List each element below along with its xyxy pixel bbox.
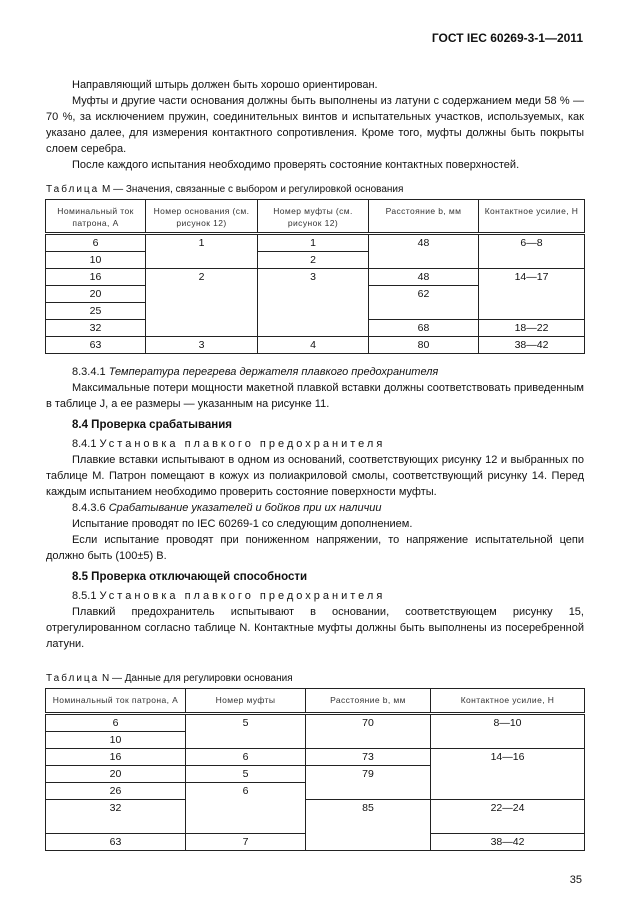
- caption-prefix: Таблица: [46, 673, 100, 684]
- col-header: Номер муфты (см. рисунок 12): [258, 200, 369, 234]
- subsection-heading: [46, 436, 584, 452]
- cell: 2: [146, 269, 258, 337]
- cell: 70: [306, 714, 431, 749]
- cell: 2: [258, 252, 369, 269]
- cell: 38—42: [431, 834, 585, 851]
- table-m: [45, 199, 585, 354]
- section-title: Температура перегрева держателя плавкого предохранителя: [108, 366, 439, 378]
- table-row: [46, 749, 585, 766]
- cell: 68: [369, 320, 479, 337]
- cell: 14—16: [431, 749, 585, 800]
- cell: 18—22: [479, 320, 585, 337]
- cell: 6—8: [479, 234, 585, 269]
- cell: 5: [186, 714, 306, 749]
- paragraph: Направляющий штырь должен быть хорошо ориентирован.: [72, 79, 378, 91]
- col-header: Контактное усилие, Н: [479, 200, 585, 234]
- cell: 63: [46, 337, 146, 354]
- cell: 62: [369, 286, 479, 320]
- col-header: Расстояние b, мм: [306, 689, 431, 714]
- cell: 8—10: [431, 714, 585, 749]
- cell: 22—24: [431, 800, 585, 834]
- cell: 3: [258, 269, 369, 337]
- cell: 4: [258, 337, 369, 354]
- col-header: Расстояние b, мм: [369, 200, 479, 234]
- paragraph: Плавкий предохранитель испытывают в основании, соответствующем рисунку 15, отрегулированном согласно таблице N. Контактные муфты должны быть выполнены из посеребренной латуни.: [46, 606, 584, 650]
- paragraph: После каждого испытания необходимо проверять состояние контактных поверхностей.: [72, 159, 520, 171]
- section-heading: 8.5 Проверка отключающей способности: [72, 571, 308, 583]
- cell: 48: [369, 234, 479, 269]
- table-row: [46, 337, 585, 354]
- section-number: 8.5.1: [72, 590, 100, 602]
- cell: 32: [46, 800, 186, 834]
- cell: 63: [46, 834, 186, 851]
- paragraph: Максимальные потери мощности макетной плавкой вставки должны соответствовать приведенным в таблице J, а ее размеры — указанным на рисунке 11.: [46, 382, 584, 410]
- table-n: [45, 688, 585, 851]
- table-row: [46, 234, 585, 252]
- cell: 38—42: [479, 337, 585, 354]
- subsection-heading: [46, 364, 584, 380]
- paragraph: Испытание проводят по IEC 60269-1 со следующим дополнением.: [72, 518, 413, 530]
- cell: 20: [46, 766, 186, 783]
- cell: 20: [46, 286, 146, 303]
- cell: 6: [46, 714, 186, 732]
- cell: 6: [186, 783, 306, 834]
- section-title: Срабатывание указателей и бойков при их наличии: [108, 502, 382, 514]
- cell: 5: [186, 766, 306, 783]
- cell: 79: [306, 766, 431, 800]
- paragraph: Муфты и другие части основания должны быть выполнены из латуни с содержанием меди 58 % — 70 %, за исключением пружин, соединительных винтов и испытательных участков, используемых, как указано далее, для измерения контактного сопротивления. Кроме того, муфты должны быть покрыты слоем серебра.: [46, 95, 584, 155]
- col-header: Номер основания (см. рисунок 12): [146, 200, 258, 234]
- cell: 85: [306, 800, 431, 851]
- cell: 16: [46, 269, 146, 286]
- cell: 26: [46, 783, 186, 800]
- caption-text: N — Данные для регулировки основания: [99, 673, 293, 684]
- section-number: 8.3.4.1: [72, 366, 109, 378]
- section-title: Установка плавкого предохранителя: [99, 590, 386, 602]
- cell: 73: [306, 749, 431, 766]
- subsection-heading: [46, 500, 584, 516]
- col-header: Номер муфты: [186, 689, 306, 714]
- cell: 80: [369, 337, 479, 354]
- table-row: [46, 269, 585, 286]
- sections-text: [46, 364, 584, 652]
- cell: 25: [46, 303, 146, 320]
- cell: 1: [258, 234, 369, 252]
- table-row: [46, 714, 585, 732]
- cell: 14—17: [479, 269, 585, 320]
- cell: 1: [146, 234, 258, 269]
- document-header: ГОСТ IEC 60269-3-1—2011: [431, 31, 583, 45]
- col-header: Контактное усилие, Н: [431, 689, 585, 714]
- paragraph: Если испытание проводят при пониженном напряжении, то напряжение испытательной цепи должно быть (100±5) В.: [46, 534, 584, 562]
- intro-text: [46, 77, 584, 173]
- subsection-heading: [46, 588, 584, 604]
- section-title: Установка плавкого предохранителя: [99, 438, 386, 450]
- section-number: 8.4.3.6: [72, 502, 109, 514]
- cell: 48: [369, 269, 479, 286]
- cell: 3: [146, 337, 258, 354]
- paragraph: Плавкие вставки испытывают в одном из оснований, соответствующих рисунку 12 и выбранных по таблице М. Патрон помещают в кожух из полиакриловой смолы, соответствующий рисунку 14. Перед каждым испытанием необходимо проверить состояние поверхности муфты.: [46, 454, 584, 498]
- cell: 16: [46, 749, 186, 766]
- cell: 6: [46, 234, 146, 252]
- section-heading: 8.4 Проверка срабатывания: [72, 419, 232, 431]
- table-n-caption: [46, 672, 584, 685]
- cell: 10: [46, 252, 146, 269]
- section-number: 8.4.1: [72, 438, 100, 450]
- col-header: Номинальный ток патрона, А: [46, 689, 186, 714]
- cell: 7: [186, 834, 306, 851]
- caption-text: M — Значения, связанные с выбором и регулировкой основания: [99, 184, 404, 195]
- cell: 6: [186, 749, 306, 766]
- table-m-caption: [46, 183, 584, 196]
- cell: 10: [46, 732, 186, 749]
- caption-prefix: Таблица: [46, 184, 100, 195]
- col-header: Номинальный ток патрона, А: [46, 200, 146, 234]
- cell: 32: [46, 320, 146, 337]
- table-row: [46, 800, 585, 834]
- page-number: 35: [569, 874, 582, 886]
